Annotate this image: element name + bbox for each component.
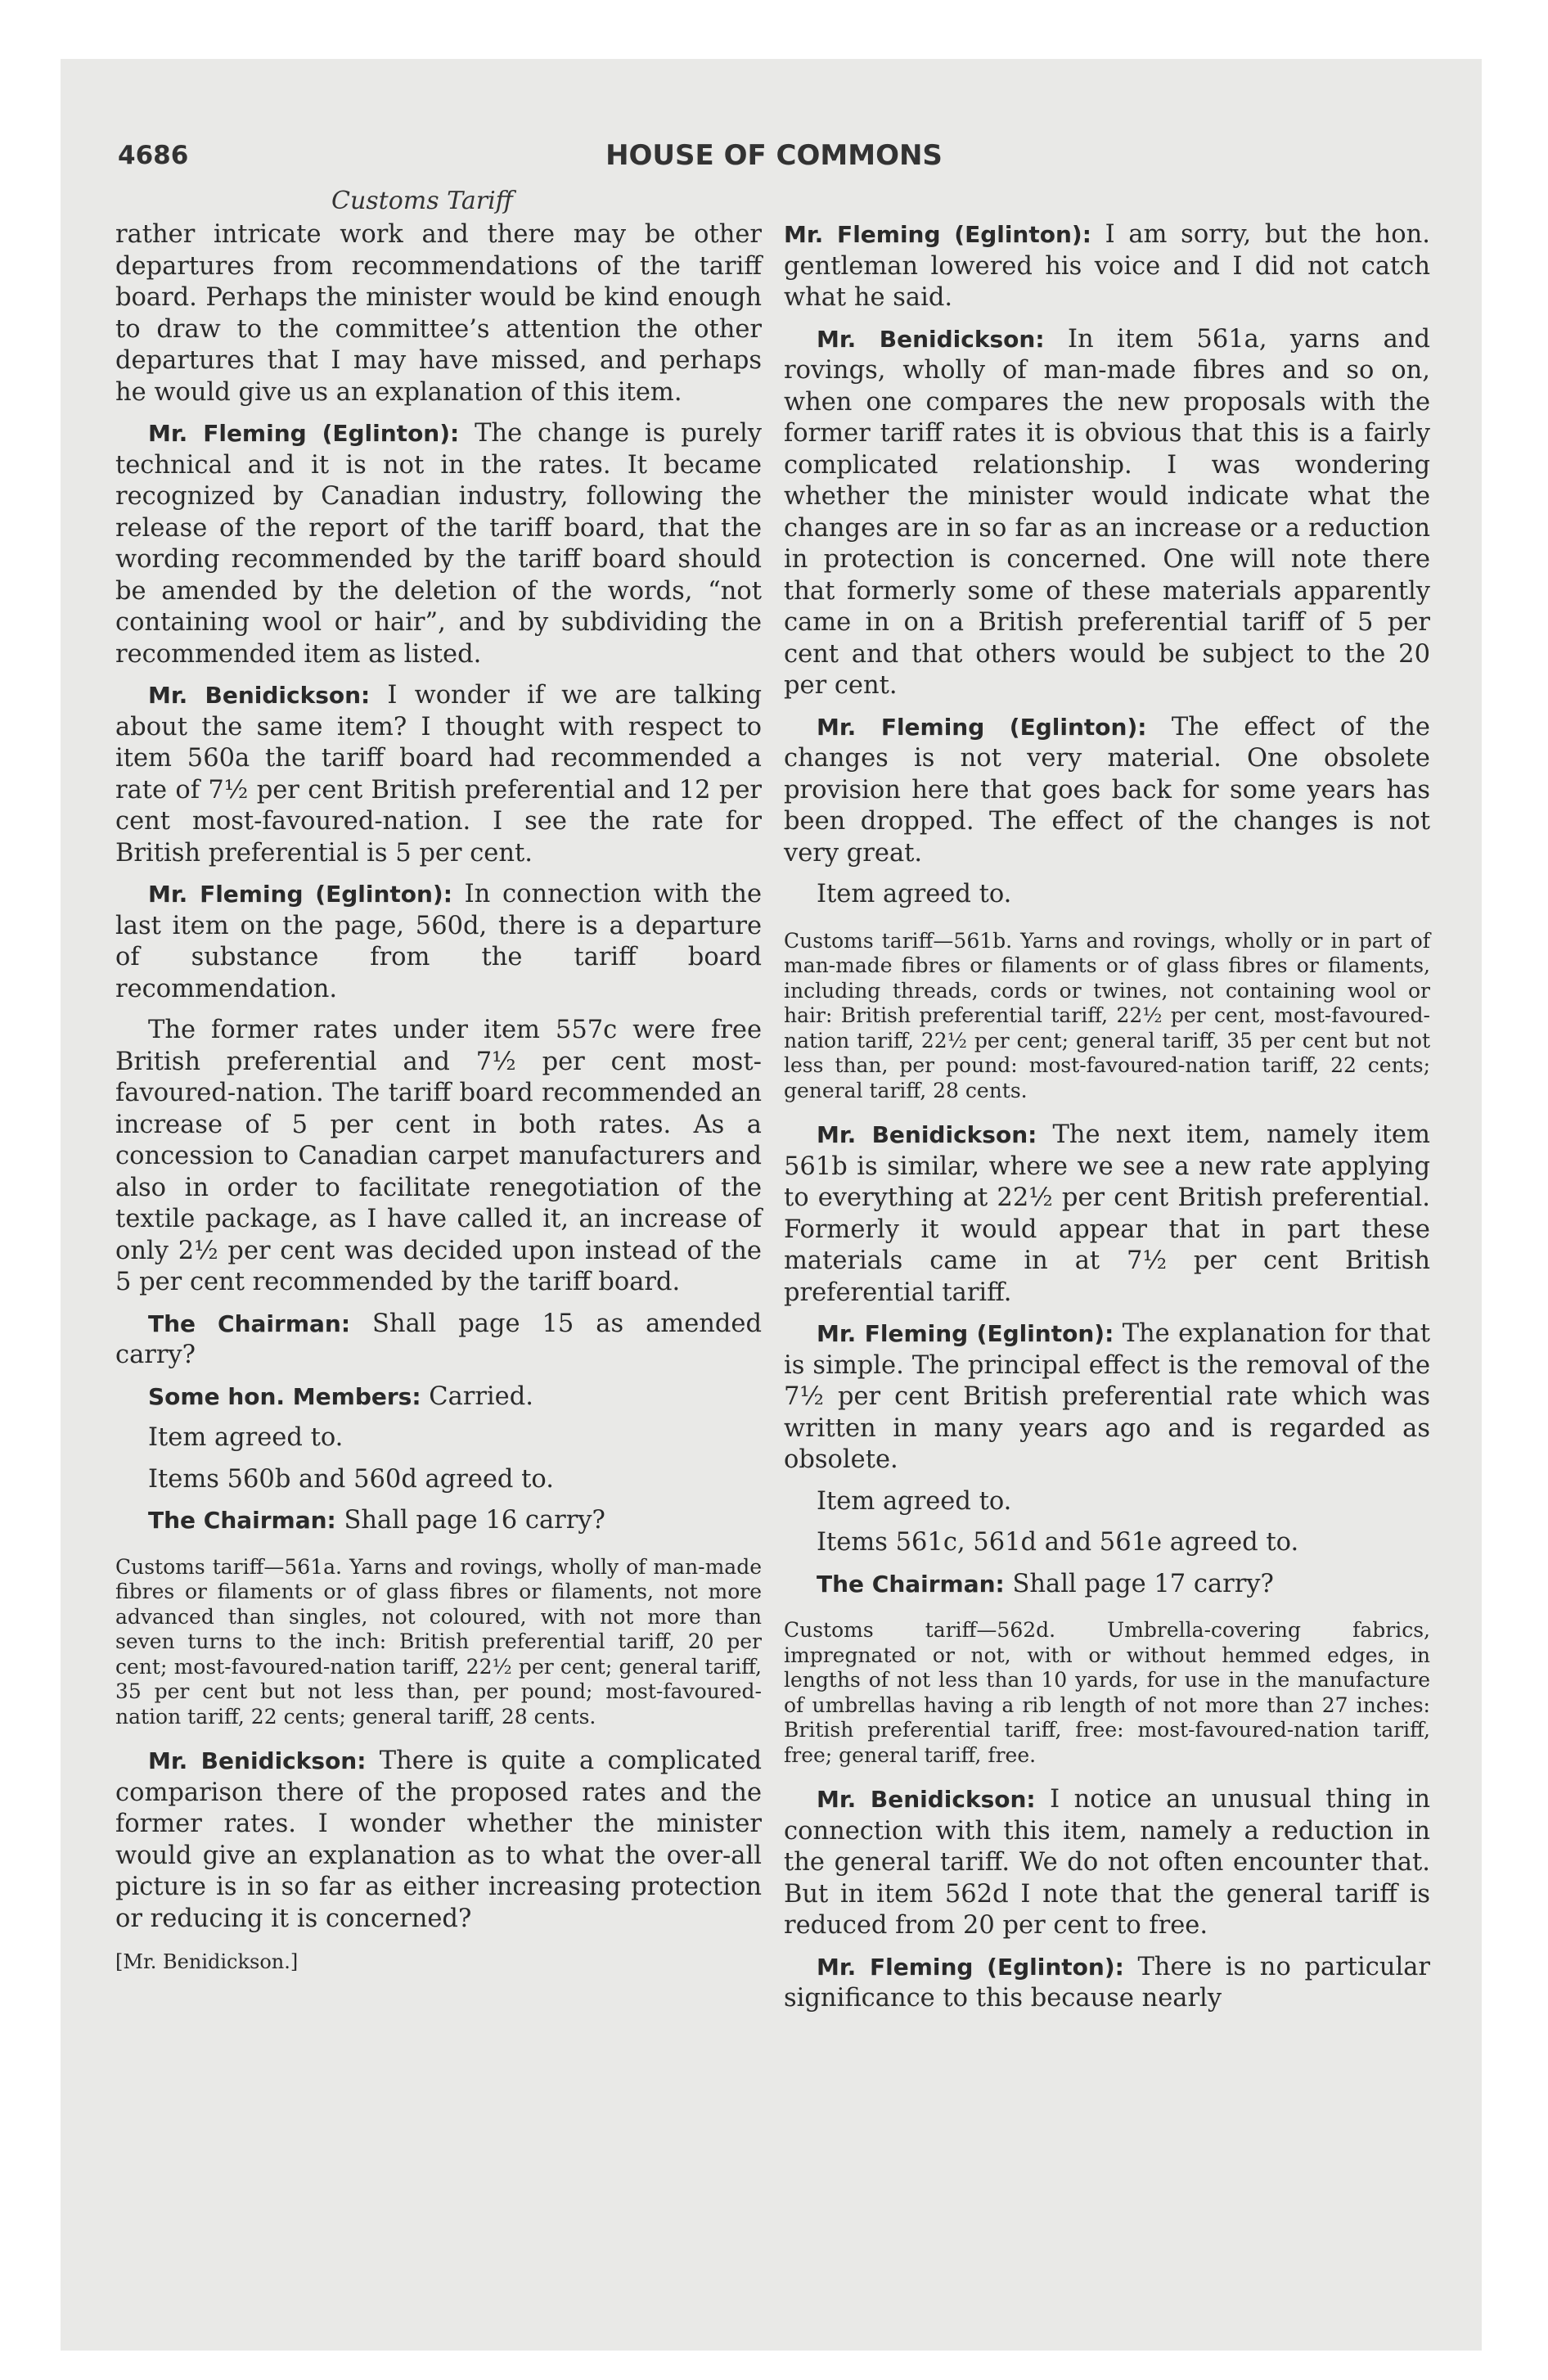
- paragraph: [115, 1015, 762, 1299]
- paragraph-text: Carried.: [429, 1382, 533, 1411]
- paragraph-text: In connection with the last item on the page, 560d, there is a departure of substance from the tariff board recommendation.: [115, 880, 762, 1003]
- paragraph-text: Shall page 16 carry?: [344, 1506, 605, 1535]
- paragraph: [115, 1422, 762, 1454]
- paragraph-text: The change is purely technical and it is not in the rates. It became recognized by Canadian industry, following the release of the report of the tariff board, that the wording recommended by the tariff board should be amended by the deletion of the words, “not containing wool or hair”, and by subdividing the recommended item as listed.: [115, 419, 762, 669]
- paragraph: [115, 1505, 762, 1537]
- speaker-name: Mr. Fleming (Eglinton):: [784, 221, 1091, 248]
- paragraph-text: There is no particular significance to this because nearly: [784, 1952, 1430, 2013]
- speaker-name: Mr. Fleming (Eglinton):: [817, 1953, 1124, 1981]
- paragraph-text: rather intricate work and there may be other departures from recommendations of the tariff board. Perhaps the minister would be kind enough to draw to the committee’s attention the other departures that I may have missed, and perhaps he would give us an explanation of this item.: [115, 220, 762, 407]
- paragraph-text: Customs tariff—561a. Yarns and rovings, wholly of man-made fibres or filaments or of glass fibres or filaments, not more advanced than singles, not coloured, with not more than seven turns to the inch: British preferential tariff, 20 per cent; most-favoured-nation tariff, 22½ per cent; general tariff, 35 per cent but not less than, per pound; most-favoured-nation tariff, 22 cents; general tariff, 28 cents.: [115, 1554, 762, 1729]
- paragraph-text: [Mr. Benidickson.]: [115, 1950, 299, 1973]
- paragraph-text: Item agreed to.: [148, 1423, 344, 1452]
- speaker-name: Mr. Fleming (Eglinton):: [817, 1320, 1114, 1347]
- paragraph: [784, 324, 1430, 702]
- paragraph: [784, 1486, 1430, 1518]
- paragraph: [115, 879, 762, 1005]
- paragraph-text: Item agreed to.: [817, 880, 1012, 908]
- paragraph-text: Customs tariff—562d. Umbrella-covering fabrics, impregnated or not, with or without hemmed edges, in lengths of not less than 10 yards, for use in the manufacture of umbrellas having a rib length of not more than 27 inches: British preferential tariff, free: most-favoured-nation tariff, free; general tariff, free.: [784, 1618, 1430, 1767]
- paragraph-text: Shall page 17 carry?: [1012, 1569, 1274, 1598]
- left-column: [115, 219, 762, 1978]
- speaker-name: Mr. Benidickson:: [148, 682, 371, 709]
- paragraph: [784, 879, 1430, 911]
- paragraph-text: I notice an unusual thing in connection with this item, namely a reduction in the general tariff. We do not often encounter that. But in item 562d I note that the general tariff is reduced from 20 per cent to free.: [784, 1785, 1430, 1940]
- paragraph-text: In item 561a, yarns and rovings, wholly of man-made fibres and so on, when one compares the new proposals with the former tariff rates it is obvious that this is a fairly complicated relationship. I was wondering whether the minister would indicate what the changes are in so far as an increase or a reduction in protection is concerned. One will note there that formerly some of these materials apparently came in on a British preferential tariff of 5 per cent and that others would be subject to the 20 per cent.: [784, 324, 1430, 700]
- paragraph-text: I wonder if we are talking about the same item? I thought with respect to item 560a the tariff board had recommended a rate of 7½ per cent British preferential and 12 per cent most-favoured-nation. I see the rate for British preferential is 5 per cent.: [115, 681, 762, 868]
- speaker-footer: [115, 1946, 762, 1978]
- speaker-name: Mr. Benidickson:: [817, 1786, 1036, 1813]
- right-column: [784, 219, 1430, 2025]
- paragraph: [784, 712, 1430, 870]
- speaker-name: Mr. Benidickson:: [817, 1121, 1037, 1148]
- paragraph-text: Shall page 15 as amended carry?: [115, 1309, 762, 1369]
- speaker-name: Mr. Benidickson:: [817, 325, 1045, 353]
- speaker-name: Mr. Fleming (Eglinton):: [817, 713, 1147, 741]
- paragraph: [115, 1309, 762, 1372]
- paragraph: [784, 219, 1430, 314]
- tariff-item-text: [115, 1555, 762, 1730]
- speaker-name: The Chairman:: [148, 1309, 351, 1337]
- paragraph: [784, 1784, 1430, 1942]
- page-number: 4686: [118, 141, 189, 170]
- paragraph-text: The next item, namely item 561b is similar, where we see a new rate applying to everything at 22½ per cent British preferential. Formerly it would appear that in part these materials came in at 7½ per cent British preferential tariff.: [784, 1120, 1430, 1307]
- speaker-name: The Chairman:: [817, 1570, 1005, 1598]
- paragraph: [115, 418, 762, 670]
- paragraph: [115, 1464, 762, 1496]
- paragraph: [784, 1527, 1430, 1559]
- section-subtitle: Customs Tariff: [331, 187, 513, 215]
- paragraph-text: I am sorry, but the hon. gentleman lowered his voice and I did not catch what he said.: [784, 220, 1431, 312]
- paragraph-text: Customs tariff—561b. Yarns and rovings, wholly or in part of man-made fibres or filaments or of glass fibres or filaments, including threads, cords or twines, not containing wool or hair: British preferential tariff, 22½ per cent, most-favoured-nation tariff, 22½ per cent; general tariff, 35 per cent but not less than, per pound: most-favoured-nation tariff, 22 cents; general tariff, 28 cents.: [784, 928, 1430, 1102]
- speaker-name: The Chairman:: [148, 1507, 336, 1534]
- paragraph-text: The explanation for that is simple. The principal effect is the removal of the 7½ per cent British preferential rate which was written in many years ago and is regarded as obsolete.: [784, 1319, 1430, 1474]
- paragraph: [784, 1318, 1430, 1476]
- speaker-name: Mr. Fleming (Eglinton):: [148, 420, 460, 447]
- paragraph: [115, 1382, 762, 1413]
- paragraph-text: Item agreed to.: [817, 1486, 1012, 1516]
- tariff-item-text: [784, 929, 1430, 1104]
- paragraph-text: Items 561c, 561d and 561e agreed to.: [817, 1528, 1299, 1557]
- paragraph: [784, 1952, 1430, 2015]
- paragraph: [115, 680, 762, 869]
- speaker-name: Some hon. Members:: [148, 1382, 421, 1410]
- paragraph-text: There is quite a complicated comparison there of the proposed rates and the former rates. I wonder whether the minister would give an explanation as to what the over-all picture is in so far as either increasing protection or reducing it is concerned?: [115, 1747, 762, 1933]
- speaker-name: Mr. Benidickson:: [148, 1747, 367, 1774]
- page-title: HOUSE OF COMMONS: [605, 139, 943, 172]
- paragraph-text: The former rates under item 557c were free British preferential and 7½ per cent most-favoured-nation. The tariff board recommended an increase of 5 per cent in both rates. As a concession to Canadian carpet manufacturers and also in order to facilitate renegotiation of the textile package, as I have called it, an increase of only 2½ per cent was decided upon instead of the 5 per cent recommended by the tariff board.: [115, 1016, 762, 1296]
- paragraph: [784, 1120, 1430, 1309]
- paragraph-text: The effect of the changes is not very material. One obsolete provision here that goes back for some years has been dropped. The effect of the changes is not very great.: [784, 712, 1430, 868]
- speaker-name: Mr. Fleming (Eglinton):: [148, 881, 452, 908]
- paragraph-text: Items 560b and 560d agreed to.: [148, 1464, 554, 1494]
- paragraph: [115, 219, 762, 408]
- paragraph: [115, 1746, 762, 1935]
- paragraph: [784, 1569, 1430, 1601]
- tariff-item-text: [784, 1618, 1430, 1768]
